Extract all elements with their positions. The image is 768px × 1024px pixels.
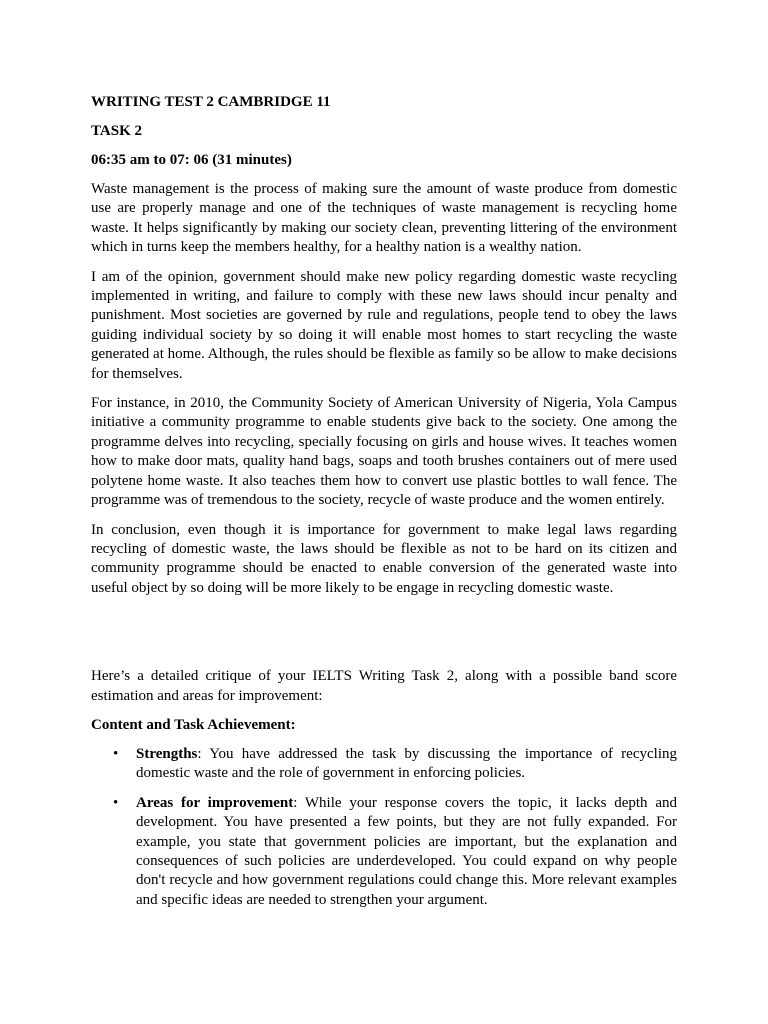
- list-item-strengths: [91, 745, 677, 784]
- critique-section-title: Content and Task Achievement:: [91, 716, 296, 733]
- section-spacer: [91, 608, 677, 667]
- bullet-icon: •: [113, 794, 119, 811]
- bullet-icon: •: [113, 745, 119, 762]
- strengths-term: Strengths: [136, 745, 198, 762]
- critique-intro: Here’s a detailed critique of your IELTS Writing Task 2, along with a possible band score estimation and areas for improvement:: [91, 668, 677, 704]
- time-label: 06:35 am to 07: 06 (31 minutes): [91, 152, 292, 168]
- list-item-areas-for-improvement: [91, 794, 677, 910]
- essay-paragraph-intro: Waste management is the process of making sure the amount of waste produce from domestic use are properly manage and one of the techniques of waste management is recycling home waste. It helps significantly by making our society clean, preventing littering of the environment which in turns keep the members healthy, for a healthy nation is a wealthy nation.: [91, 181, 677, 256]
- essay-paragraph-opinion: I am of the opinion, government should make new policy regarding domestic waste recycling implemented in writing, and failure to comply with these new laws should incur penalty and punishment. Most societies are governed by rule and regulations, people tend to obey the laws guiding individual society by so doing it will enable most homes to start recycling the waste generated at home. Although, the rules should be flexible as family so be allow to make decisions for themselves.: [91, 268, 677, 382]
- document-title: WRITING TEST 2 CAMBRIDGE 11: [91, 94, 331, 110]
- improvement-term: Areas for improvement: [136, 794, 294, 811]
- essay-paragraph-conclusion: In conclusion, even though it is importance for government to make legal laws regarding recycling of domestic waste, the laws should be flexible as not to be hard on its citizen and community programme should be enacted to enable conversion of the generated waste into useful object by so doing will be more likely to be engage in recycling domestic waste.: [91, 521, 677, 596]
- improvement-text: : While your response covers the topic, it lacks depth and development. You have presented a few points, but they are not fully expanded. For example, you state that government policies are important, but the explanation and consequences of such policies are underdeveloped. You could expand on why people don't recycle and how government regulations could change this. More relevant examples and specific ideas are needed to strengthen your argument.: [136, 794, 677, 908]
- task-label: TASK 2: [91, 123, 142, 139]
- essay-paragraph-example: For instance, in 2010, the Community Society of American University of Nigeria, Yola Campus initiative a community programme to enable students give back to the society. One among the programme delves into recycling, specially focusing on girls and house wives. It teaches women how to make door mats, quality hand bags, soaps and tooth brushes containers out of mere used polytene home waste. It also teaches them how to convert use plastic bottles to wall fence. The programme was of tremendous to the society, recycle of waste produce and the women entirely.: [91, 395, 677, 509]
- strengths-text: : You have addressed the task by discussing the importance of recycling domestic waste and the role of government in enforcing policies.: [136, 745, 677, 782]
- critique-list: [91, 745, 677, 910]
